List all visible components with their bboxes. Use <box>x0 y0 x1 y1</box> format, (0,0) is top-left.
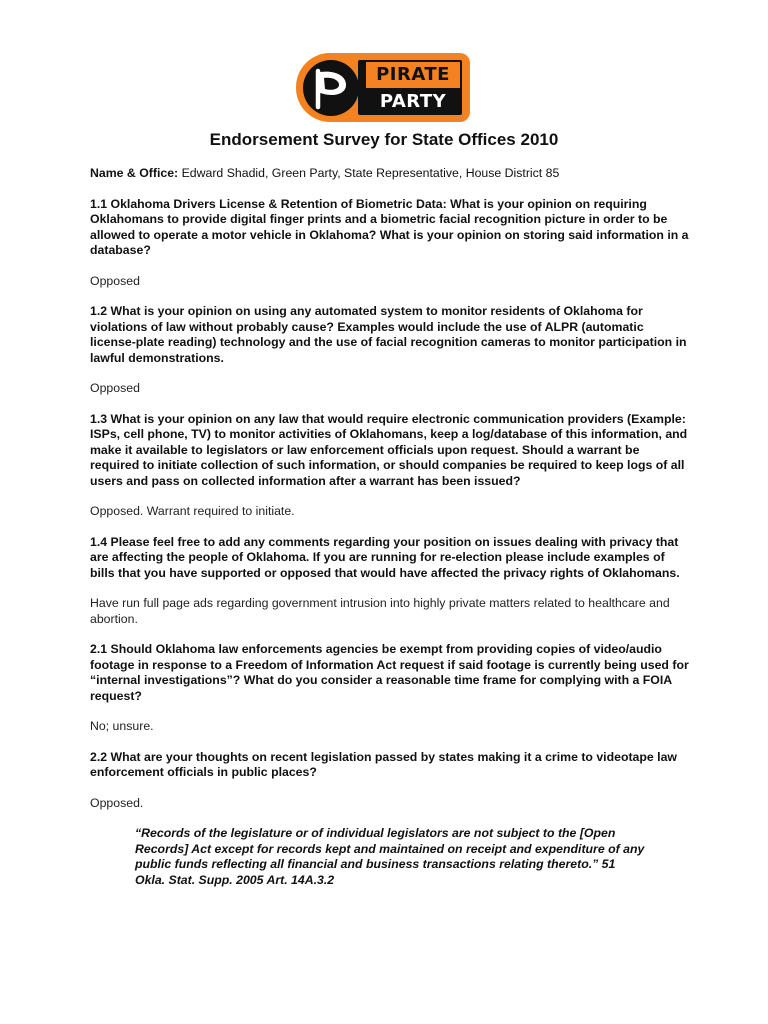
name-office-value: Edward Shadid, Green Party, State Representative, House District 85 <box>181 166 560 180</box>
pirate-flag-icon <box>300 57 362 119</box>
question-2-1: 2.1 Should Oklahoma law enforcements agencies be exempt from providing copies of video/audio footage in response to a Freedom of Information Act request if said footage is currently being used for “internal investigations”? What do you consider a reasonable time frame for complying with a FOIA request? <box>90 642 689 703</box>
logo-party-band <box>366 88 460 114</box>
name-office-line <box>90 166 690 182</box>
question-1-4: 1.4 Please feel free to add any comments regarding your position on issues dealing with privacy that are affecting the people of Oklahoma. If you are running for re-election please include examples of bills that you have supported or opposed that would have affected the privacy rights of Oklahomans. <box>90 534 680 580</box>
answer-1-4: Have run full page ads regarding government intrusion into highly private matters related to healthcare and abortion. <box>90 596 670 626</box>
answer-1-1: Opposed <box>90 273 140 288</box>
legal-quote: “Records of the legislature or of individual legislators are not subject to the [Open Records] Act except for records kept and maintained on receipt and expenditure of any public funds reflecting all financial and business transactions relating thereto.” 51 Okla. Stat. Supp. 2005 Art. 14A.3.2 <box>135 826 645 887</box>
answer-2-2: Opposed. <box>90 795 144 810</box>
page-title: Endorsement Survey for State Offices 2010 <box>209 130 559 149</box>
answer-2-1: No; unsure. <box>90 719 154 733</box>
answer-1-3: Opposed. Warrant required to initiate. <box>90 504 295 518</box>
question-1-1: 1.1 Oklahoma Drivers License & Retention of Biometric Data: What is your opinion on requiring Oklahomans to provide digital finger prints and a biometric facial recognition picture in order to be allowed to operate a motor vehicle in Oklahoma? What is your opinion on storing said information in a database? <box>90 196 689 257</box>
logo-line2: PARTY <box>379 91 447 112</box>
logo-line1: PIRATE <box>376 64 450 85</box>
name-office-label: Name & Office: <box>90 166 179 180</box>
survey-content <box>90 166 690 888</box>
question-1-3: 1.3 What is your opinion on any law that would require electronic communication providers (Example: ISPs, cell phone, TV) to monitor activities of Oklahomans, keep a log/database of this information, and make it available to legislators or law enforcement officials upon request. Should a warrant be required to initiate collection of such information, or should companies be required to keep logs of all users and pass on collected information after a warrant has been issued? <box>90 411 688 488</box>
logo-pirate-band <box>366 62 460 88</box>
pirate-party-logo <box>296 53 470 122</box>
answer-1-2: Opposed <box>90 381 140 395</box>
question-2-2: 2.2 What are your thoughts on recent legislation passed by states making it a crime to videotape law enforcement officials in public places? <box>90 749 677 779</box>
question-1-2: 1.2 What is your opinion on using any automated system to monitor residents of Oklahoma for violations of law without probably cause? Examples would include the use of ALPR (automatic license-plate reading) technology and the use of facial recognition cameras to monitor participation in lawful demonstrations. <box>90 304 687 365</box>
